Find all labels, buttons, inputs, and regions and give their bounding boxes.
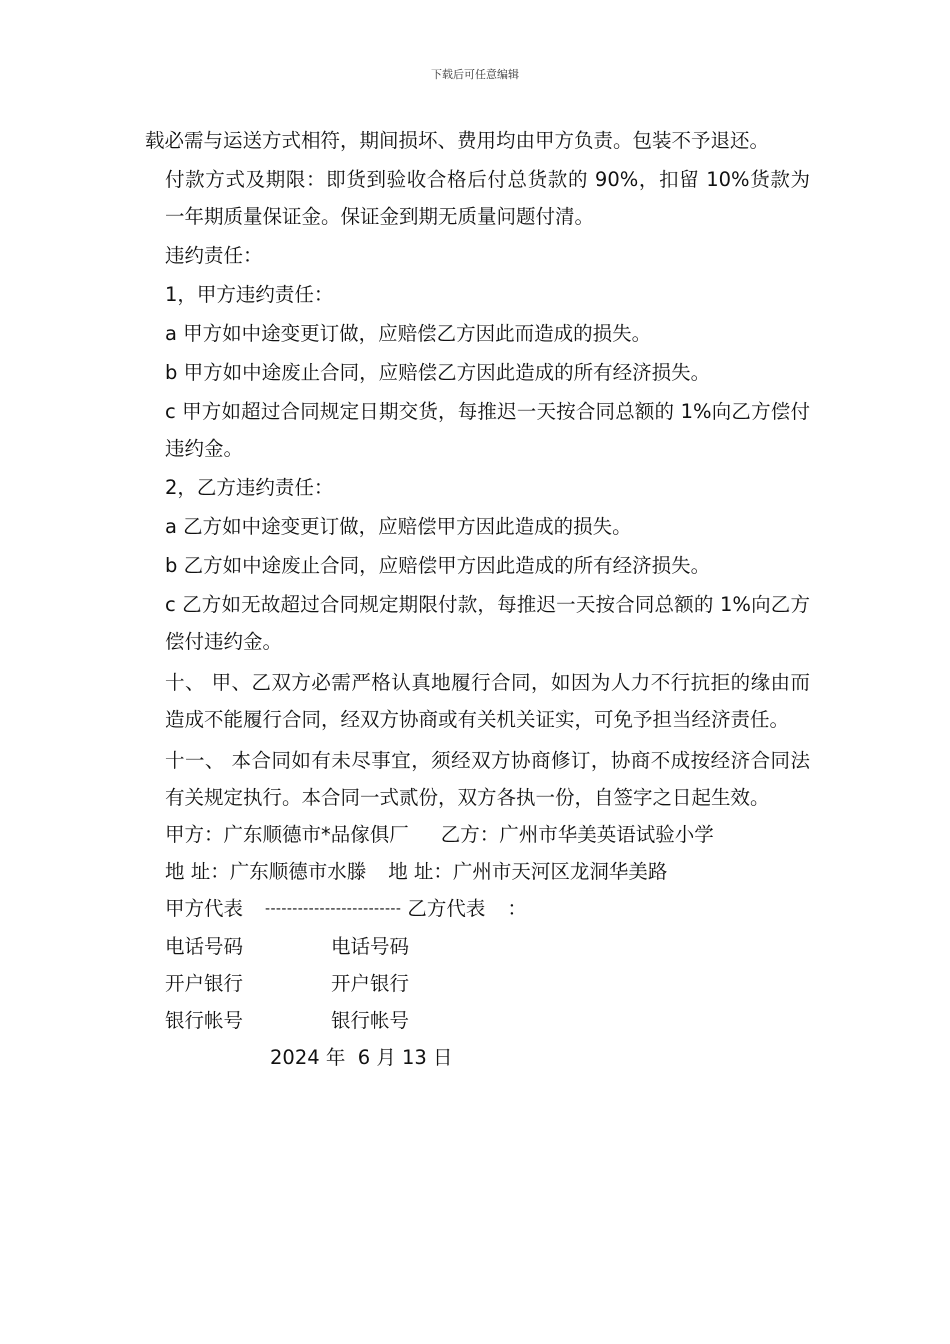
signature-addresses [145, 853, 810, 890]
clause-b-late-payment: c 乙方如无故超过合同规定期限付款，每推迟一天按合同总额的 1%向乙方偿付违约金。 [165, 593, 810, 653]
page-header: 下载后可任意编辑 [431, 68, 519, 81]
heading-party-a-breach: 1，甲方违约责任： [165, 283, 334, 306]
party-b-address: 地 址：广州市天河区龙洞华美路 [388, 860, 668, 883]
article-ten-force-majeure: 十、 甲、乙双方必需严格认真地履行合同，如因为人力不行抗拒的缘由而造成不能履行合同，经双方协商或有关机关证实，可免予担当经济责任。 [165, 671, 810, 731]
signature-bank [145, 965, 810, 1002]
party-a-representative: 甲方代表 [165, 897, 244, 920]
party-b-account-label: 银行帐号 [331, 1009, 410, 1032]
party-b-name: 乙方：广州市华美英语试验小学 [440, 823, 714, 846]
signature-phone [145, 928, 810, 965]
signature-parties [145, 816, 810, 853]
document-body [145, 122, 810, 1076]
party-a-account-label: 银行帐号 [165, 1009, 244, 1032]
clause-a-late-delivery: c 甲方如超过合同规定日期交货，每推迟一天按合同总额的 1%向乙方偿付违约金。 [165, 400, 810, 460]
signature-account [145, 1002, 810, 1039]
heading-breach-liability: 违约责任： [165, 244, 263, 267]
paragraph-packaging: 载必需与运送方式相符，期间损坏、费用均由甲方负责。包装不予退还。 [145, 129, 770, 152]
article-eleven-supplement: 十一、 本合同如有未尽事宜，须经双方协商修订，协商不成按经济合同法有关规定执行。本合同一式贰份，双方各执一份，自签字之日起生效。 [165, 749, 810, 809]
clause-a-change-order: a 甲方如中途变更订做，应赔偿乙方因此而造成的损失。 [165, 322, 652, 345]
party-a-address: 地 址：广东顺德市水滕 [165, 860, 367, 883]
signature-representatives [145, 890, 810, 928]
party-a-bank-label: 开户银行 [165, 972, 244, 995]
clause-b-cancel-contract: b 乙方如中途废止合同，应赔偿甲方因此造成的所有经济损失。 [165, 554, 711, 577]
paragraph-payment-terms: 付款方式及期限：即货到验收合格后付总货款的 90%，扣留 10%货款为一年期质量保证金。保证金到期无质量问题付清。 [165, 168, 810, 228]
representative-colon: ： [507, 897, 527, 920]
clause-b-change-order: a 乙方如中途变更订做，应赔偿甲方因此造成的损失。 [165, 515, 632, 538]
representative-separator: ------------------------- [265, 901, 402, 917]
party-a-phone-label: 电话号码 [165, 935, 244, 958]
party-b-representative: 乙方代表 [407, 897, 486, 920]
clause-a-cancel-contract: b 甲方如中途废止合同，应赔偿乙方因此造成的所有经济损失。 [165, 361, 711, 384]
heading-party-b-breach: 2，乙方违约责任： [165, 476, 334, 499]
party-b-bank-label: 开户银行 [331, 972, 410, 995]
signing-date: 2024 年 6 月 13 日 [270, 1046, 453, 1069]
party-a-name: 甲方：广东顺德市*品傢俱厂 [165, 823, 409, 846]
party-b-phone-label: 电话号码 [331, 935, 410, 958]
